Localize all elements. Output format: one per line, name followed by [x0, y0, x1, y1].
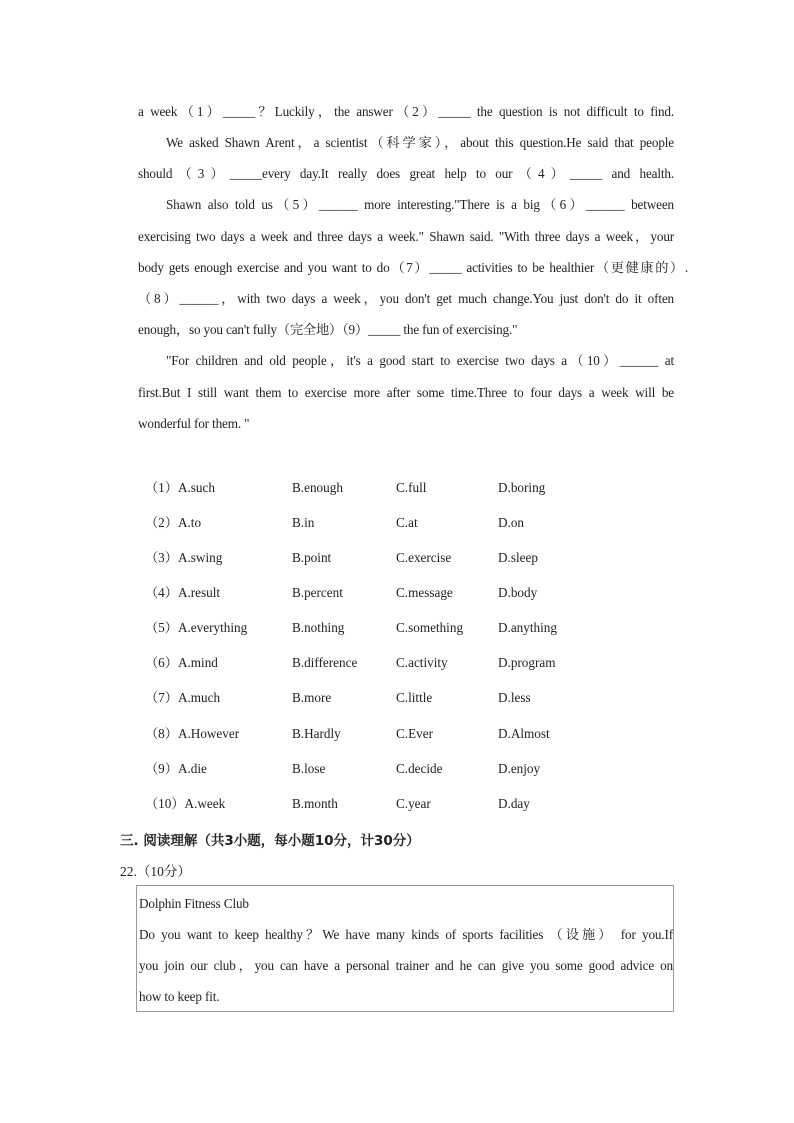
option-c: C.year — [396, 796, 431, 811]
option-a: （4）A.result — [145, 585, 221, 600]
passage-line: We asked Shawn Arent，a scientist（科学家），about this question.He said that people — [166, 135, 674, 150]
option-b: B.month — [292, 796, 338, 811]
option-c: C.activity — [396, 655, 448, 670]
option-a: （6）A.mind — [145, 655, 218, 670]
box-line: you join our club，you can have a personal trainer and he can give you some good advice on — [139, 958, 673, 973]
option-d: D.day — [498, 796, 530, 811]
option-c: C.full — [396, 480, 427, 495]
option-b: B.point — [292, 550, 332, 565]
option-b: B.percent — [292, 585, 343, 600]
option-d: D.sleep — [498, 550, 538, 565]
option-b: B.Hardly — [292, 726, 341, 741]
option-c: C.decide — [396, 761, 443, 776]
option-d: D.Almost — [498, 726, 550, 741]
option-c: C.exercise — [396, 550, 452, 565]
box-title: Dolphin Fitness Club — [139, 896, 249, 911]
option-b: B.nothing — [292, 620, 345, 635]
passage-line: body gets enough exercise and you want to do（7）_____ activities to be healthier（更健康的）. — [138, 260, 688, 275]
option-c: C.message — [396, 585, 453, 600]
option-a: （2）A.to — [145, 515, 202, 530]
option-b: B.lose — [292, 761, 326, 776]
option-b: B.more — [292, 690, 332, 705]
option-a: （3）A.swing — [145, 550, 223, 565]
question-number: 22.（10分） — [120, 864, 191, 879]
option-a: （5）A.everything — [145, 620, 248, 635]
option-a: （9）A.die — [145, 761, 207, 776]
box-line: how to keep fit. — [139, 989, 220, 1004]
option-a: （7）A.much — [145, 690, 221, 705]
passage-line: enough，so you can't fully（完全地）（9）_____ the fun of exercising." — [138, 322, 518, 337]
passage-line: should（3）_____every day.It really does great help to our（4）_____ and health. — [138, 166, 674, 181]
option-b: B.difference — [292, 655, 358, 670]
option-d: D.boring — [498, 480, 546, 495]
option-b: B.enough — [292, 480, 343, 495]
passage-line: a week（1）_____？Luckily，the answer（2）_____ the question is not difficult to find. — [138, 104, 674, 119]
option-d: D.program — [498, 655, 556, 670]
passage-line: Shawn also told us（5）______ more interesting."There is a big（6）______ between — [166, 197, 674, 212]
option-d: D.less — [498, 690, 531, 705]
option-c: C.little — [396, 690, 433, 705]
passage-line: first.But I still want them to exercise more after some time.Three to four days a week will be — [138, 385, 674, 400]
passage-line: （8）______，with two days a week，you don't get much change.You just don't do it often — [138, 291, 674, 306]
option-c: C.something — [396, 620, 464, 635]
box-line: Do you want to keep healthy？We have many kinds of sports facilities （设施） for you.If — [139, 927, 673, 942]
option-d: D.anything — [498, 620, 557, 635]
passage-line: "For children and old people，it's a good start to exercise two days a（10）______ at — [166, 353, 674, 368]
option-a: （8）A.However — [145, 726, 240, 741]
option-c: C.at — [396, 515, 418, 530]
option-b: B.in — [292, 515, 315, 530]
option-d: D.enjoy — [498, 761, 541, 776]
passage-line: exercising two days a week and three days a week." Shawn said. "With three days a week，your — [138, 229, 674, 244]
passage-line: wonderful for them. " — [138, 416, 250, 431]
option-c: C.Ever — [396, 726, 433, 741]
option-a: （1）A.such — [145, 480, 215, 495]
option-d: D.body — [498, 585, 538, 600]
reading-box — [136, 885, 674, 1012]
section-heading: 三. 阅读理解（共3小题，每小题10分，计30分） — [120, 833, 420, 849]
option-d: D.on — [498, 515, 525, 530]
option-a: （10）A.week — [145, 796, 226, 811]
